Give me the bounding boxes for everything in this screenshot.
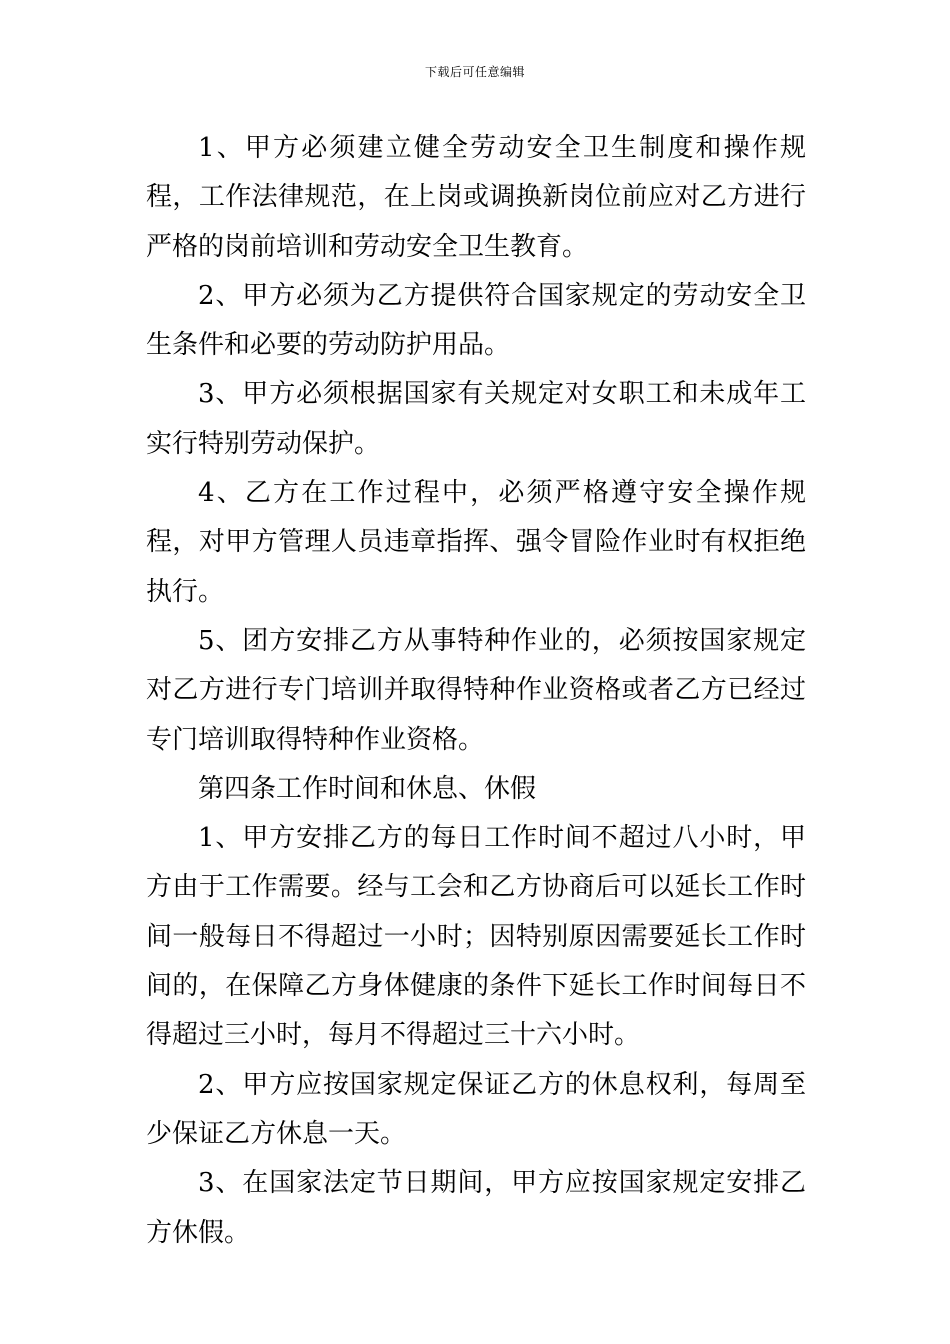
page-header: 下载后可任意编辑 xyxy=(424,65,525,79)
document-body xyxy=(146,124,806,1258)
paragraph-clause-2: 2、甲方必须为乙方提供符合国家规定的劳动安全卫生条件和必要的劳动防护用品。 xyxy=(146,280,806,361)
paragraph-clause-3: 3、甲方必须根据国家有关规定对女职工和未成年工实行特别劳动保护。 xyxy=(146,379,806,459)
paragraph-clause-4: 4、乙方在工作过程中，必须严格遵守安全操作规程，对甲方管理人员违章指挥、强令冒险作业时有权拒绝执行。 xyxy=(146,478,806,607)
paragraph-worktime-3: 3、在国家法定节日期间，甲方应按国家规定安排乙方休假。 xyxy=(146,1168,806,1248)
paragraph-clause-1: 1、甲方必须建立健全劳动安全卫生制度和操作规程，工作法律规范，在上岗或调换新岗位前应对乙方进行严格的岗前培训和劳动安全卫生教育。 xyxy=(146,133,806,262)
paragraph-clause-5: 5、团方安排乙方从事特种作业的，必须按国家规定对乙方进行专门培训并取得特种作业资格或者乙方已经过专门培训取得特种作业资格。 xyxy=(146,625,806,755)
paragraph-worktime-1: 1、甲方安排乙方的每日工作时间不超过八小时，甲方由于工作需要。经与工会和乙方协商后可以延长工作时间一般每日不得超过一小时；因特别原因需要延长工作时间的，在保障乙方身体健康的条件下延长工作时间每日不得超过三小时，每月不得超过三十六小时。 xyxy=(146,823,806,1051)
paragraph-worktime-2: 2、甲方应按国家规定保证乙方的休息权利，每周至少保证乙方休息一天。 xyxy=(146,1069,806,1149)
section-heading-article-4: 第四条工作时间和休息、休假 xyxy=(198,773,537,804)
